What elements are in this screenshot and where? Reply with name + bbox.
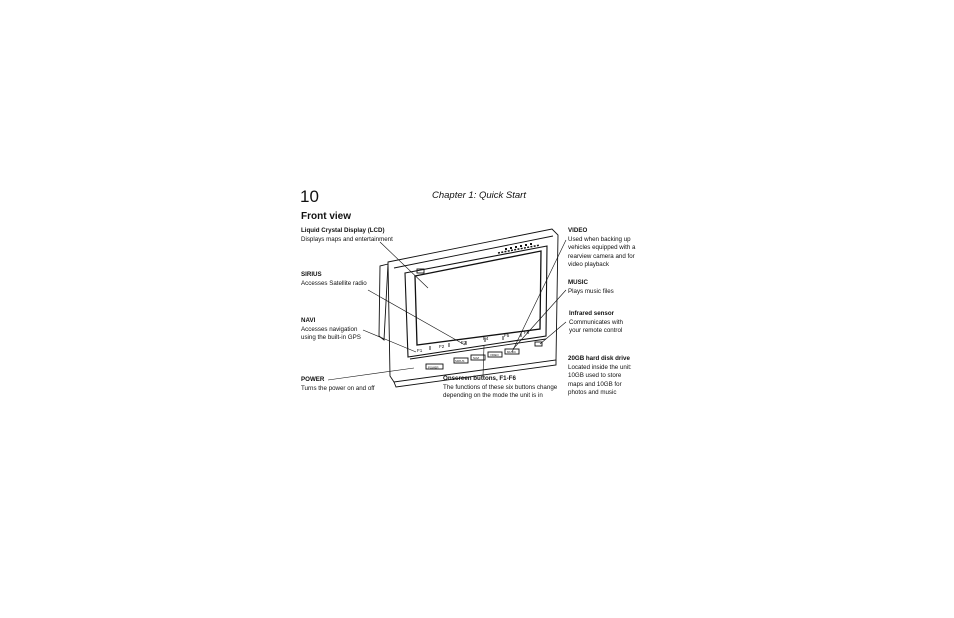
- callout-power: [301, 376, 393, 393]
- callout-infrared: [569, 310, 645, 336]
- callout-video-desc2: vehicles equipped with a: [568, 244, 636, 252]
- callout-onscreen-desc2: depending on the mode the unit is in: [443, 392, 543, 400]
- softkey-f3: F3: [461, 340, 467, 345]
- page-number: 10: [300, 187, 319, 206]
- callout-music-desc: Plays music files: [568, 287, 614, 295]
- video-button-label: VIDEO: [490, 353, 499, 357]
- softkey-f2: F2: [439, 344, 445, 349]
- callout-video-desc3: rearview camera and for: [568, 252, 635, 260]
- callout-infrared-desc1: Communicates with: [569, 318, 623, 326]
- chapter-header: Chapter 1: Quick Start: [432, 190, 526, 201]
- softkey-f1: F1: [417, 348, 423, 353]
- callout-power-title: POWER: [301, 376, 325, 383]
- callout-onscreen-buttons: [443, 375, 563, 401]
- navi-button-label: NAVI: [473, 356, 480, 360]
- callout-music-title: MUSIC: [568, 279, 588, 286]
- callout-onscreen-title: Onscreen buttons, F1-F6: [443, 375, 516, 382]
- callout-sirius-desc: Accesses Satellite radio: [301, 279, 367, 287]
- callout-hdd-title: 20GB hard disk drive: [568, 355, 630, 362]
- sirius-button-label: SIRIUS: [455, 359, 465, 363]
- callout-navi: [301, 317, 393, 343]
- callout-sirius: [301, 271, 393, 288]
- callout-lcd: [301, 227, 411, 244]
- callout-hdd-desc3: maps and 10GB for: [568, 380, 622, 388]
- callout-music: [568, 279, 644, 296]
- callout-hdd: [568, 355, 644, 398]
- callout-hdd-desc1: Located inside the unit:: [568, 363, 632, 371]
- callout-power-desc: Turns the power on and off: [301, 384, 375, 392]
- callout-infrared-desc2: your remote control: [569, 327, 623, 335]
- callout-infrared-title: Infrared sensor: [569, 310, 615, 317]
- callout-navi-title: NAVI: [301, 317, 316, 324]
- callout-video-desc1: Used when backing up: [568, 235, 631, 243]
- callout-navi-desc2: using the built-in GPS: [301, 334, 361, 342]
- power-button-label: POWER: [428, 365, 439, 370]
- callout-lcd-title: Liquid Crystal Display (LCD): [301, 227, 385, 234]
- softkey-f5: F5: [504, 333, 510, 338]
- callout-hdd-desc2: 10GB used to store: [568, 372, 622, 380]
- callout-navi-desc1: Accesses navigation: [301, 325, 358, 333]
- callout-onscreen-desc1: The functions of these six buttons change: [443, 383, 558, 391]
- callout-sirius-title: SIRIUS: [301, 271, 322, 278]
- callout-lcd-desc: Displays maps and entertainment: [301, 235, 393, 243]
- softkey-f6: F6: [524, 330, 530, 335]
- section-title: Front view: [301, 211, 352, 222]
- callout-video: [568, 227, 644, 270]
- music-button-label: MUSIC: [507, 350, 517, 354]
- softkey-f4: F4: [483, 336, 489, 341]
- callout-video-title: VIDEO: [568, 227, 588, 234]
- callout-video-desc4: video playback: [568, 261, 609, 269]
- callout-hdd-desc4: photos and music: [568, 389, 617, 397]
